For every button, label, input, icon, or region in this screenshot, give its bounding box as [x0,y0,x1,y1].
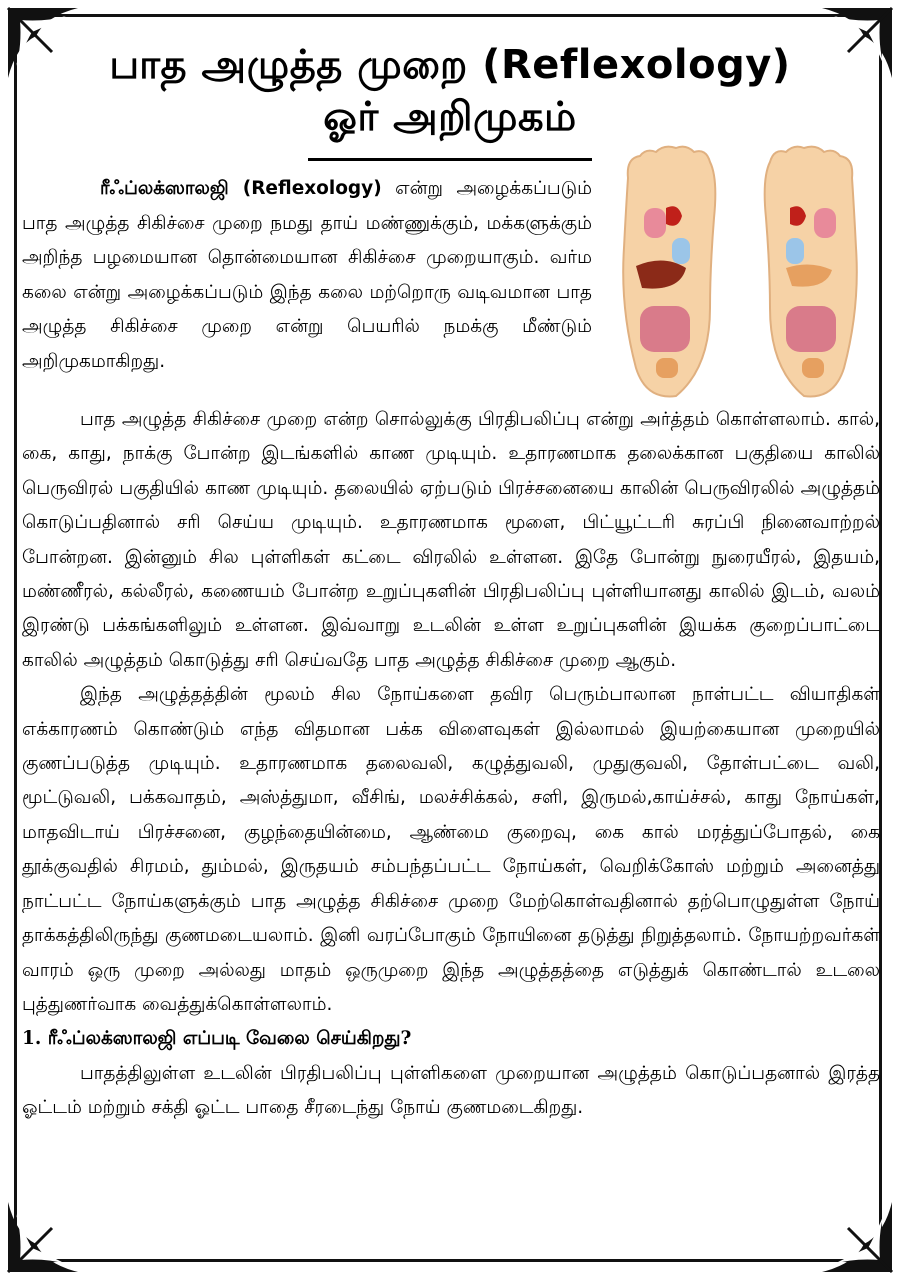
paragraph: இந்த அழுத்தத்தின் மூலம் சில நோய்களை தவிர பெரும்பாலான நாள்பட்ட வியாதிகள் எக்காரணம் கொண்டும் எந்த விதமான பக்க விளைவுகள் இல்லாமல் இயற்கையான முறையில் குணப்படுத்த முடியும். உதாரணமாக தலைவலி, கழுத்துவலி, முதுகுவலி, தோள்பட்டை வலி, மூட்டுவலி, பக்கவாதம், அஸ்த்துமா, வீசிங், மலச்சிக்கல், சளி, இருமல்,காய்ச்சல், காது நோய்கள், மாதவிடாய் பிரச்சனை, குழந்தையின்மை, ஆண்மை குறைவு, கை கால் மரத்துப்போதல், கை தூக்குவதில் சிரமம், தும்மல், இருதயம் சம்பந்தப்பட்ட நோய்கள், வெறிக்கோஸ் மற்றும் அனைத்து நாட்பட்ட நோய்களுக்கும் பாத அழுத்த சிகிச்சை முறை மேற்கொள்வதினால் தற்பொழுதுள்ள நோய் தாக்கத்திலிருந்து குணமடையலாம். இனி வரப்போகும் நோயினை தடுத்து நிறுத்தலாம். நோயற்றவர்கள் வாரம் ஒரு முறை அல்லது மாதம் ஒருமுறை இந்த அழுத்தத்தை எடுத்துக் கொண்டால் உடலை புத்துணர்வாக வைத்துக்கொள்ளலாம். [22,684,880,1015]
title-underline [308,158,592,161]
corner-ornament-icon [820,1200,894,1274]
paragraph: பாத அழுத்த சிகிச்சை முறை என்ற சொல்லுக்கு பிரதிபலிப்பு என்று அர்த்தம் கொள்ளலாம். கால், கை, காது, நாக்கு போன்ற இடங்களில் காண முடியும். உதாரணமாக தலைக்கான பகுதியை காலில் பெருவிரல் பகுதியில் காண முடியும். தலையில் ஏற்படும் பிரச்சனையை காலின் பெருவிரலில் அழுத்தம் கொடுப்பதினால் சரி செய்ய முடியும். உதாரணமாக மூளை, பிட்யூட்டரி சுரப்பி நினைவாற்றல் போன்றன. இன்னும் சில புள்ளிகள் கட்டை விரலில் உள்ளன. இதே போன்று நுரையீரல், இதயம், மண்ணீரல், கல்லீரல், கணையம் போன்ற உறுப்புகளின் பிரதிபலிப்பு புள்ளியானது காலில் இடம், வலம் இரண்டு பக்கங்களிலும் உள்ளன. இவ்வாறு உடலின் உள்ள உறுப்புகளின் இயக்க குறைப்பாட்டை காலில் அழுத்தம் கொடுத்து சரி செய்வதே பாத அழுத்த சிகிச்சை முறை ஆகும். [22,409,880,671]
intro-text: என்று அழைக்கப்படும் பாத அழுத்த சிகிச்சை முறை நமது தாய் மண்ணுக்கும், மக்களுக்கும் அறிந்த பழமையான தொன்மையான சிகிச்சை முறையாகும். வர்ம கலை என்று அழைக்கப்படும் இந்த கலை மற்றொரு வடிவமான பாத அழுத்த சிகிச்சை முறை என்று பெயரில் நமக்கு மீண்டும் அறிமுகமாகிறது. [22,178,593,372]
page-title: பாத அழுத்த முறை (Reflexology) [109,42,791,88]
article-body [22,403,880,1126]
intro-lead: ரீஃப்லக்ஸாலஜி (Reflexology) [100,178,382,199]
right-foot [765,147,857,397]
foot-reflexology-chart-icon [606,138,876,403]
intro-paragraph [22,172,592,379]
page-subtitle: ஓர் அறிமுகம் [323,94,577,140]
corner-ornament-icon [6,1200,80,1274]
left-foot [623,147,715,397]
section-heading: 1. ரீஃப்லக்ஸாலஜி எப்படி வேலை செய்கிறது? [22,1028,412,1050]
paragraph: பாதத்திலுள்ள உடலின் பிரதிபலிப்பு புள்ளிகளை முறையான அழுத்தம் கொடுப்பதனால் இரத்த ஓட்டம் மற்றும் சக்தி ஓட்ட பாதை சீரடைந்து நோய் குணமடைகிறது. [22,1062,880,1119]
